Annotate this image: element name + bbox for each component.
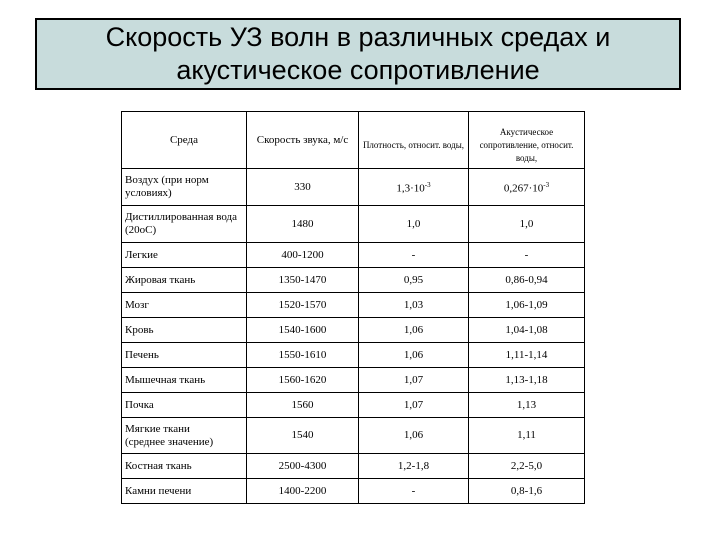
cell-impedance: 2,2-5,0 — [469, 454, 585, 479]
impedance-mantissa: 0,267·10 — [503, 182, 544, 195]
cell-impedance — [469, 169, 585, 206]
cell-medium: Костная ткань — [122, 454, 247, 479]
table-header-row — [122, 112, 585, 169]
title-line-1: Скорость УЗ волн в различных средах и — [105, 22, 611, 52]
table-row — [122, 318, 585, 343]
cell-speed: 1520-1570 — [247, 293, 359, 318]
cell-speed: 1400-2200 — [247, 479, 359, 504]
cell-density: 1,06 — [359, 418, 469, 454]
cell-impedance: 1,04-1,08 — [469, 318, 585, 343]
header-medium: Среда — [122, 112, 247, 169]
cell-impedance: 0,86-0,94 — [469, 268, 585, 293]
cell-speed: 1540 — [247, 418, 359, 454]
cell-medium — [122, 418, 247, 454]
density-mantissa: 1,3·10 — [396, 182, 425, 195]
table-row — [122, 479, 585, 504]
cell-speed: 1350-1470 — [247, 268, 359, 293]
cell-speed: 1560-1620 — [247, 368, 359, 393]
cell-medium: Камни печени — [122, 479, 247, 504]
header-impedance: Акустическое сопротивление, относит. воды, — [469, 112, 585, 169]
cell-density — [359, 169, 469, 206]
table-row — [122, 206, 585, 243]
cell-density: 1,06 — [359, 343, 469, 368]
cell-density: - — [359, 479, 469, 504]
medium-line-2: (среднее значение) — [125, 435, 214, 448]
title-line-2: акустическое сопротивление — [176, 55, 540, 85]
cell-density: - — [359, 243, 469, 268]
table-row — [122, 418, 585, 454]
cell-medium: Почка — [122, 393, 247, 418]
cell-medium: Мозг — [122, 293, 247, 318]
cell-medium: Печень — [122, 343, 247, 368]
header-speed: Скорость звука, м/с — [247, 112, 359, 169]
slide-title — [35, 18, 681, 90]
cell-impedance: - — [469, 243, 585, 268]
table-row — [122, 169, 585, 206]
cell-impedance: 0,8-1,6 — [469, 479, 585, 504]
cell-density: 1,0 — [359, 206, 469, 243]
table-row — [122, 268, 585, 293]
ultrasound-speed-table — [121, 111, 585, 504]
impedance-exponent: -3 — [543, 180, 550, 189]
table-row — [122, 243, 585, 268]
header-density: Плотность, относит. воды, — [359, 112, 469, 169]
cell-medium: Кровь — [122, 318, 247, 343]
cell-impedance: 1,11-1,14 — [469, 343, 585, 368]
cell-speed: 400-1200 — [247, 243, 359, 268]
density-exponent: -3 — [424, 180, 431, 189]
cell-impedance: 1,13-1,18 — [469, 368, 585, 393]
medium-line-1: Мягкие ткани — [125, 422, 190, 435]
cell-density: 1,07 — [359, 393, 469, 418]
cell-speed: 1540-1600 — [247, 318, 359, 343]
cell-density: 1,06 — [359, 318, 469, 343]
table-row — [122, 343, 585, 368]
table-row — [122, 393, 585, 418]
table-row — [122, 368, 585, 393]
cell-medium: Мышечная ткань — [122, 368, 247, 393]
cell-density: 1,03 — [359, 293, 469, 318]
cell-medium: Дистиллированная вода (20оС) — [122, 206, 247, 243]
cell-medium: Воздух (при норм условиях) — [122, 169, 247, 206]
cell-impedance: 1,13 — [469, 393, 585, 418]
cell-density: 0,95 — [359, 268, 469, 293]
cell-impedance: 1,0 — [469, 206, 585, 243]
cell-speed: 1480 — [247, 206, 359, 243]
cell-density: 1,07 — [359, 368, 469, 393]
cell-speed: 1560 — [247, 393, 359, 418]
cell-impedance: 1,06-1,09 — [469, 293, 585, 318]
cell-impedance: 1,11 — [469, 418, 585, 454]
table-row — [122, 293, 585, 318]
cell-density: 1,2-1,8 — [359, 454, 469, 479]
cell-speed: 330 — [247, 169, 359, 206]
cell-medium: Жировая ткань — [122, 268, 247, 293]
cell-speed: 2500-4300 — [247, 454, 359, 479]
cell-speed: 1550-1610 — [247, 343, 359, 368]
table-row — [122, 454, 585, 479]
cell-medium: Легкие — [122, 243, 247, 268]
